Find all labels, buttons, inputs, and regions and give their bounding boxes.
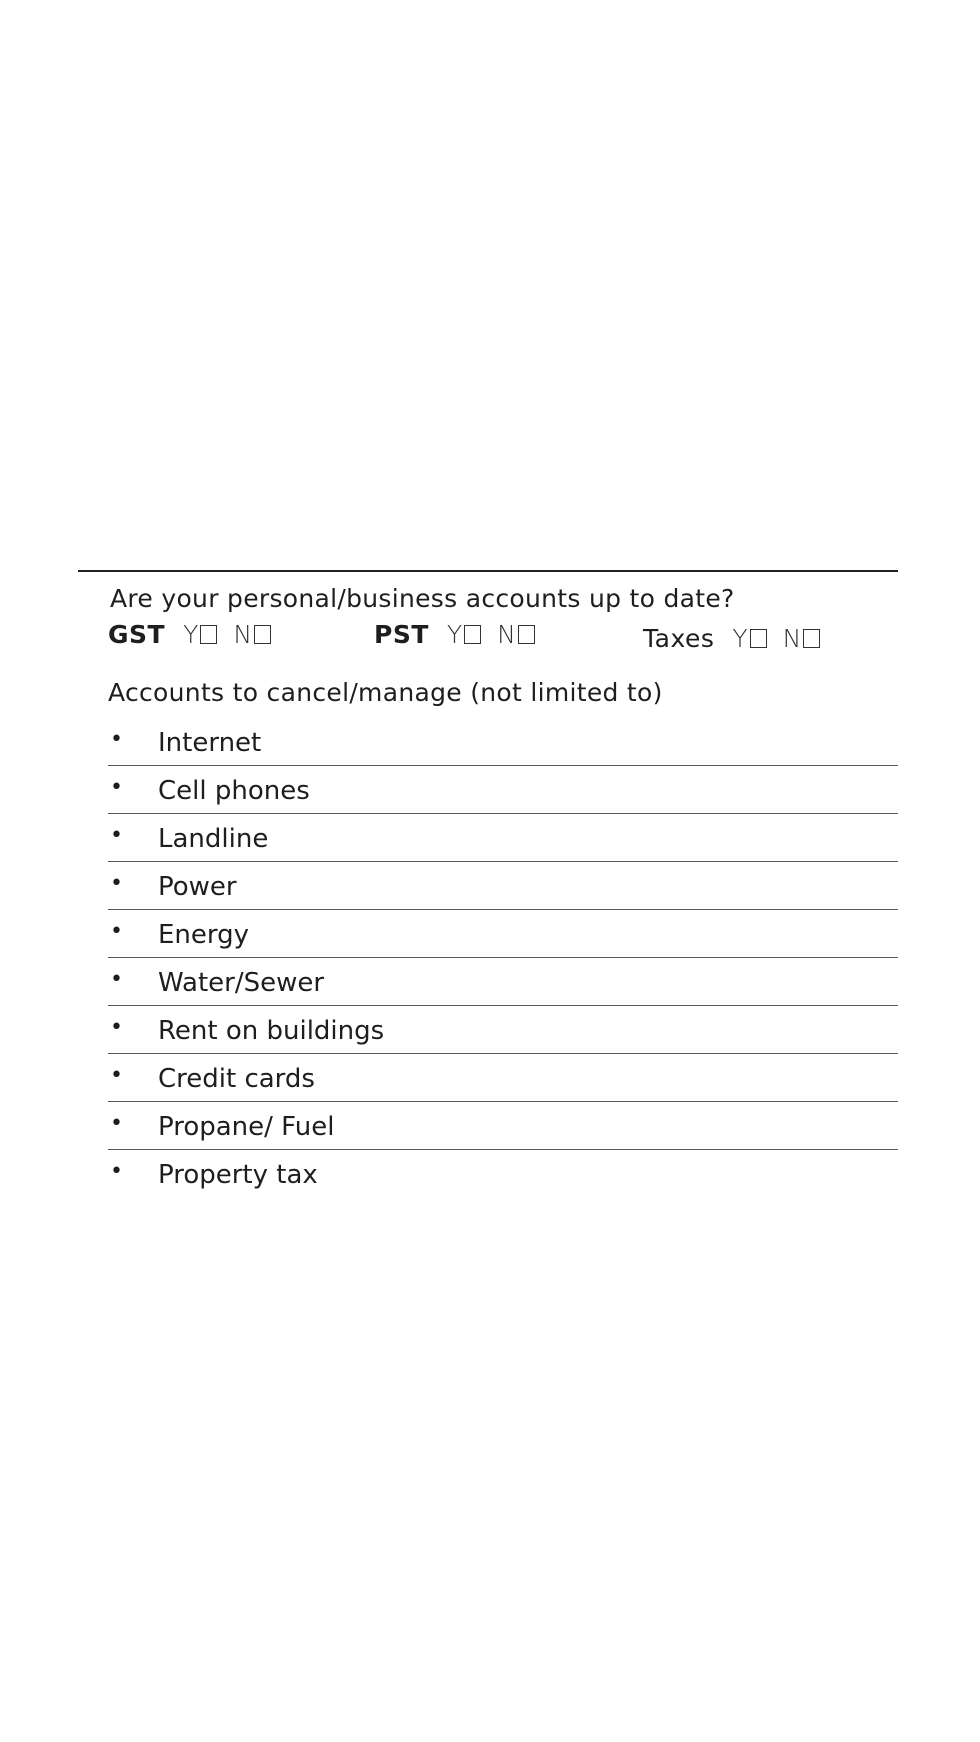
account-label: Rent on buildings [158, 1016, 385, 1046]
taxes-no-choice[interactable] [783, 624, 821, 653]
list-item [108, 910, 898, 958]
gst-check [108, 620, 287, 649]
account-label: Internet [158, 728, 262, 758]
list-item [108, 1054, 898, 1102]
taxes-no-checkbox[interactable] [803, 629, 820, 648]
bullet-icon: • [110, 727, 123, 752]
accounts-list [108, 718, 898, 1198]
taxes-label: Taxes [643, 624, 715, 653]
list-item [108, 1006, 898, 1054]
list-item [108, 718, 898, 766]
account-label: Power [158, 872, 237, 902]
pst-no-choice[interactable] [497, 620, 535, 649]
list-item [108, 766, 898, 814]
taxes-yes-checkbox[interactable] [750, 629, 767, 648]
list-item [108, 862, 898, 910]
account-label: Credit cards [158, 1064, 315, 1094]
bullet-icon: • [110, 823, 123, 848]
taxes-yes-choice[interactable] [732, 624, 766, 653]
pst-check [374, 620, 551, 649]
bullet-icon: • [110, 1063, 123, 1088]
taxes-check [643, 624, 836, 653]
bullet-icon: • [110, 1111, 123, 1136]
bullet-icon: • [110, 1159, 123, 1184]
bullet-icon: • [110, 871, 123, 896]
top-divider [78, 570, 898, 572]
accounts-up-to-date-question: Are your personal/business accounts up to date? [110, 584, 735, 613]
account-label: Water/Sewer [158, 968, 325, 998]
pst-no-label: N [497, 620, 516, 649]
list-item [108, 1102, 898, 1150]
gst-yes-label: Y [183, 620, 199, 649]
gst-yes-checkbox[interactable] [200, 625, 217, 644]
bullet-icon: • [110, 919, 123, 944]
taxes-no-label: N [782, 624, 802, 653]
bullet-icon: • [110, 1015, 123, 1040]
account-label: Landline [158, 824, 269, 854]
list-item [108, 814, 898, 862]
gst-no-label: N [233, 620, 253, 649]
accounts-form-section [78, 570, 898, 1200]
gst-no-choice[interactable] [233, 620, 271, 649]
tax-check-row [78, 620, 898, 660]
gst-label: GST [108, 620, 166, 649]
account-label: Cell phones [158, 776, 310, 806]
taxes-yes-label: Y [732, 624, 748, 653]
bullet-icon: • [110, 775, 123, 800]
gst-no-checkbox[interactable] [254, 625, 271, 644]
pst-no-checkbox[interactable] [518, 625, 535, 644]
account-label: Propane/ Fuel [158, 1112, 335, 1142]
bullet-icon: • [110, 967, 123, 992]
pst-yes-label: Y [446, 620, 463, 649]
pst-label: PST [374, 620, 429, 649]
account-label: Property tax [158, 1160, 318, 1190]
account-label: Energy [158, 920, 250, 950]
pst-yes-choice[interactable] [447, 620, 481, 649]
list-item [108, 1150, 898, 1198]
accounts-heading: Accounts to cancel/manage (not limited to) [108, 678, 663, 707]
gst-yes-choice[interactable] [183, 620, 217, 649]
list-item [108, 958, 898, 1006]
pst-yes-checkbox[interactable] [464, 625, 481, 644]
